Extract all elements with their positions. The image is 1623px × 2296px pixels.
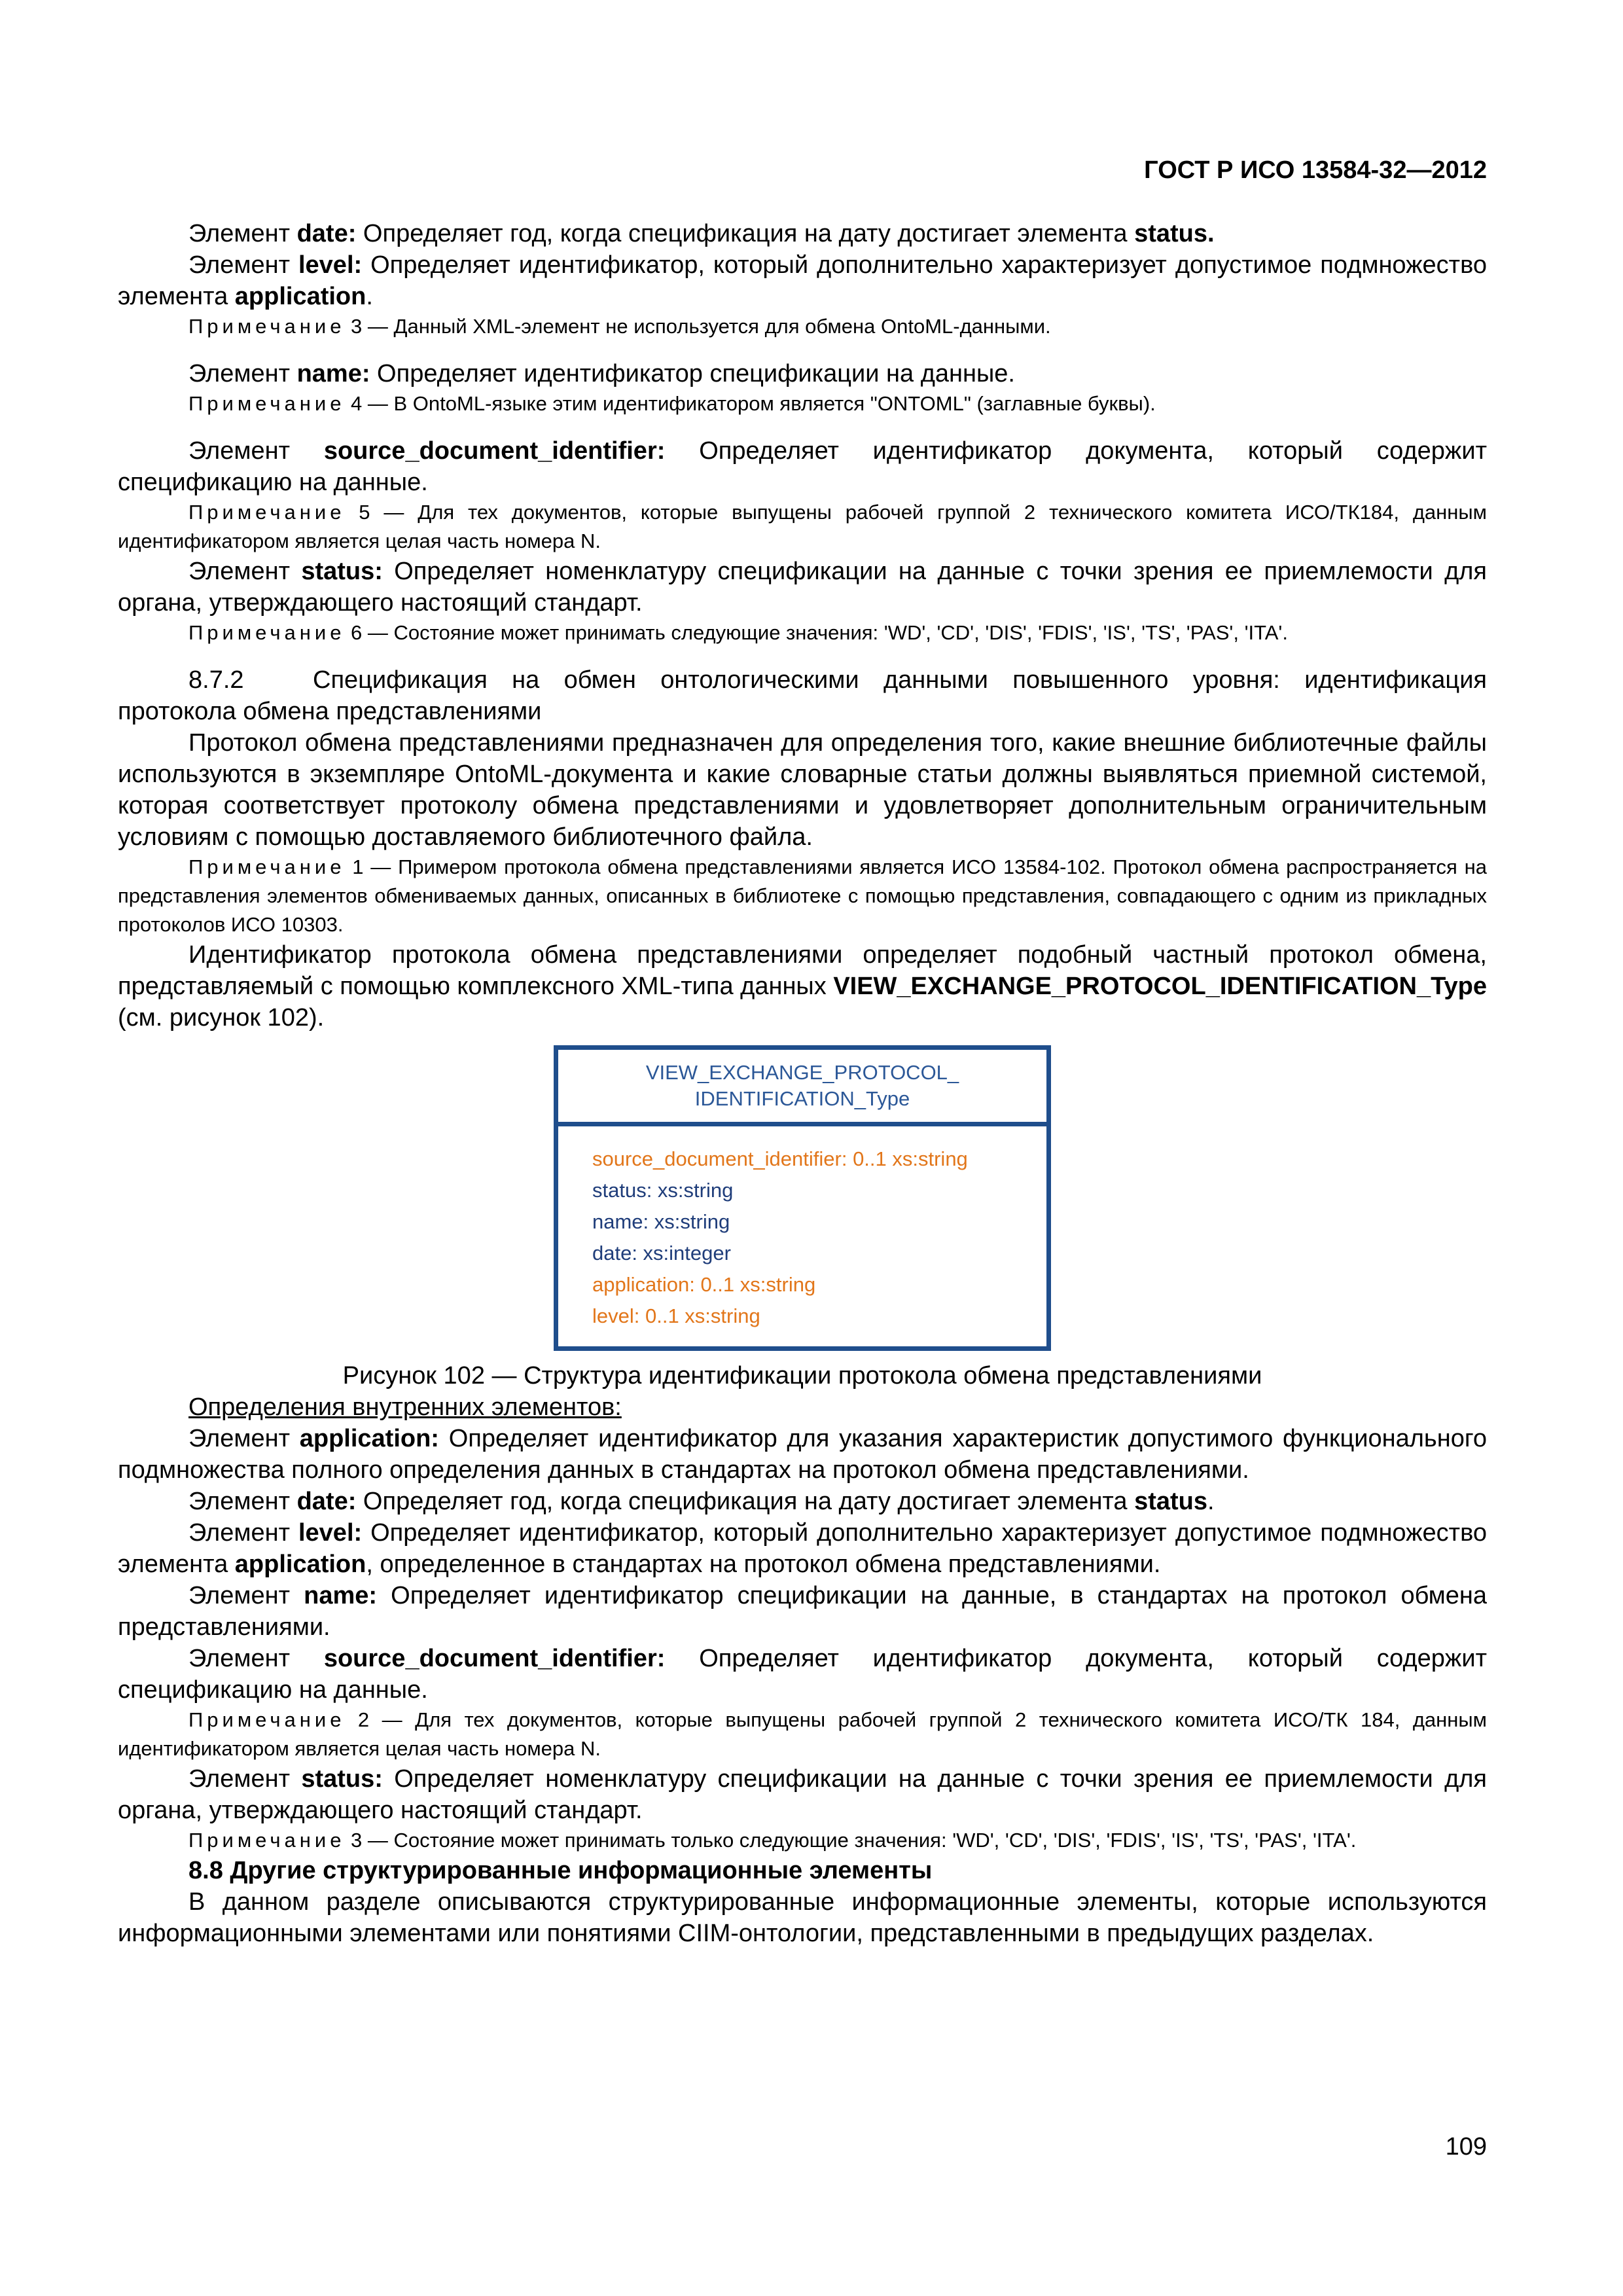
paragraph-protocol-intro: Протокол обмена представлениями предназначен для определения того, какие внешние библиотечные файлы используются в экземпляре OntoML-документа и какие словарные статьи должны выявляться приемной системой, которая соответствует протоколу обмена представлениями и удовлетворяет дополнительным ограничительным условиям с помощью доставляемого библиотечного файла. (118, 729, 1487, 851)
uml-attribute: level: 0..1 xs:string (592, 1304, 760, 1327)
term-status: status (1134, 1488, 1208, 1515)
section-heading-8-7-2 (118, 664, 1487, 727)
note-3b: Примечание 3 — Состояние может принимать только следующие значения: 'WD', 'CD', 'DIS', 'FDIS', 'IS', 'TS', 'PAS', 'ITA'. (188, 1829, 1357, 1852)
figure-caption: Рисунок 102 — Структура идентификации протокола обмена представлениями (342, 1362, 1262, 1390)
paragraph-status: Элемент status: Определяет номенклатуру спецификации на данные с точки зрения ее приемлемости для органа, утверждающего настоящий стандарт. (118, 1765, 1487, 1824)
paragraph-date: Элемент date: Определяет год, когда спецификация на дату достигает элемента status. (188, 1488, 1215, 1515)
page-number: 109 (1445, 2133, 1487, 2161)
paragraph-section-8-8-intro: В данном разделе описываются структурированные информационные элементы, которые используются информационными элементами или понятиями CIIM-онтологии, представленными в предыдущих разделах. (118, 1888, 1487, 1947)
note-label: Примечание (188, 315, 346, 338)
uml-attribute: name: xs:string (592, 1210, 730, 1233)
note-5: Примечание 5 — Для тех документов, которые выпущены рабочей группой 2 технического комитета ИСО/ТК184, данным идентификатором является целая часть номера N. (118, 501, 1487, 552)
note-label: Примечание (188, 1708, 346, 1731)
note-6: Примечание 6 — Состояние может принимать следующие значения: 'WD', 'CD', 'DIS', 'FDIS', 'IS', 'TS', 'PAS', 'ITA'. (188, 621, 1288, 644)
term-source-document-identifier: source_document_identifier: (323, 437, 666, 465)
note-2: Примечание 2 — Для тех документов, которые выпущены рабочей группой 2 технического комитета ИСО/ТК 184, данным идентификатором является целая часть номера N. (118, 1708, 1487, 1760)
term-level: level: (298, 251, 363, 279)
note-label: Примечание (188, 855, 346, 878)
uml-class-title (558, 1050, 1046, 1126)
section-number: 8.7.2 (188, 666, 244, 694)
paragraph-level: Элемент level: Определяет идентификатор, который дополнительно характеризует допустимое подмножество элемента application, определенное в стандартах на протокол обмена представлениями. (118, 1519, 1487, 1578)
uml-class-box (554, 1045, 1051, 1351)
term-application: application (234, 283, 366, 310)
term-source-document-identifier: source_document_identifier: (323, 1645, 666, 1672)
paragraph-name: Элемент name: Определяет идентификатор спецификации на данные. (188, 360, 1015, 387)
uml-attribute: status: xs:string (592, 1179, 734, 1202)
spacer (118, 647, 1487, 664)
paragraph-status: Элемент status: Определяет номенклатуру спецификации на данные с точки зрения ее приемлемости для органа, утверждающего настоящий стандарт. (118, 558, 1487, 617)
term-status: status: (301, 558, 383, 585)
note-label: Примечание (188, 621, 346, 644)
note-4: Примечание 4 — В OntoML-языке этим идентификатором является "ONTOML" (заглавные буквы). (188, 392, 1156, 415)
note-label: Примечание (188, 1829, 346, 1852)
paragraph-name: Элемент name: Определяет идентификатор спецификации на данные, в стандартах на протокол обмена представлениями. (118, 1582, 1487, 1641)
section-heading-8-8: 8.8 Другие структурированные информационные элементы (188, 1857, 933, 1884)
term-level: level: (298, 1519, 363, 1547)
spacer (118, 418, 1487, 435)
spacer (118, 341, 1487, 358)
uml-title-line-1: VIEW_EXCHANGE_PROTOCOL_ (645, 1061, 959, 1084)
uml-title-line-2: IDENTIFICATION_Type (694, 1087, 910, 1110)
uml-attribute: application: 0..1 xs:string (592, 1273, 816, 1296)
note-1: Примечание 1 — Примером протокола обмена представлениями является ИСО 13584-102. Протокол обмена распространяется на представления элементов обмениваемых данных, описанных в библиотеке с помощью представления, совпадающего с одним из прикладных протоколов ИСО 10303. (118, 855, 1487, 936)
standard-header: ГОСТ Р ИСО 13584-32—2012 (1144, 156, 1487, 184)
note-label: Примечание (188, 392, 346, 415)
definitions-heading: Определения внутренних элементов: (188, 1393, 622, 1421)
term-application: application (234, 1551, 366, 1578)
term-date: date: (296, 1488, 357, 1515)
paragraph-level: Элемент level: Определяет идентификатор, который дополнительно характеризует допустимое подмножество элемента application. (118, 251, 1487, 310)
note-3: Примечание 3 — Данный XML-элемент не используется для обмена OntoML-данными. (188, 315, 1051, 338)
paragraph-protocol-identifier: Идентификатор протокола обмена представлениями определяет подобный частный протокол обмена, представляемый с помощью комплексного XML-типа данных VIEW_EXCHANGE_PROTOCOL_IDENTIFICATION_Type (см. рисунок 102). (118, 941, 1487, 1031)
term-name: name: (304, 1582, 378, 1609)
paragraph-application: Элемент application: Определяет идентификатор для указания характеристик допустимого функционального подмножества полного определения данных в стандартах на протокол обмена представлениями. (118, 1425, 1487, 1484)
paragraph-date: Элемент date: Определяет год, когда спецификация на дату достигает элемента status. (188, 220, 1215, 247)
section-title: Спецификация на обмен онтологическими данными повышенного уровня: идентификация протокола обмена представлениями (118, 666, 1487, 725)
uml-attribute-list (558, 1126, 1046, 1346)
term-type-name: VIEW_EXCHANGE_PROTOCOL_IDENTIFICATION_Type (833, 973, 1487, 1000)
note-label: Примечание (188, 501, 346, 524)
paragraph-source-document-identifier: Элемент source_document_identifier: Определяет идентификатор документа, который содержит спецификацию на данные. (118, 437, 1487, 496)
page-body (118, 218, 1487, 1949)
term-application: application: (299, 1425, 439, 1452)
term-name: name: (296, 360, 370, 387)
paragraph-source-document-identifier: Элемент source_document_identifier: Определяет идентификатор документа, который содержит спецификацию на данные. (118, 1645, 1487, 1704)
term-status: status. (1134, 220, 1215, 247)
term-date: date: (296, 220, 357, 247)
uml-attribute: date: xs:integer (592, 1242, 731, 1265)
uml-attribute: source_document_identifier: 0..1 xs:string (592, 1147, 968, 1170)
term-status: status: (301, 1765, 383, 1793)
figure-102 (118, 1045, 1487, 1351)
